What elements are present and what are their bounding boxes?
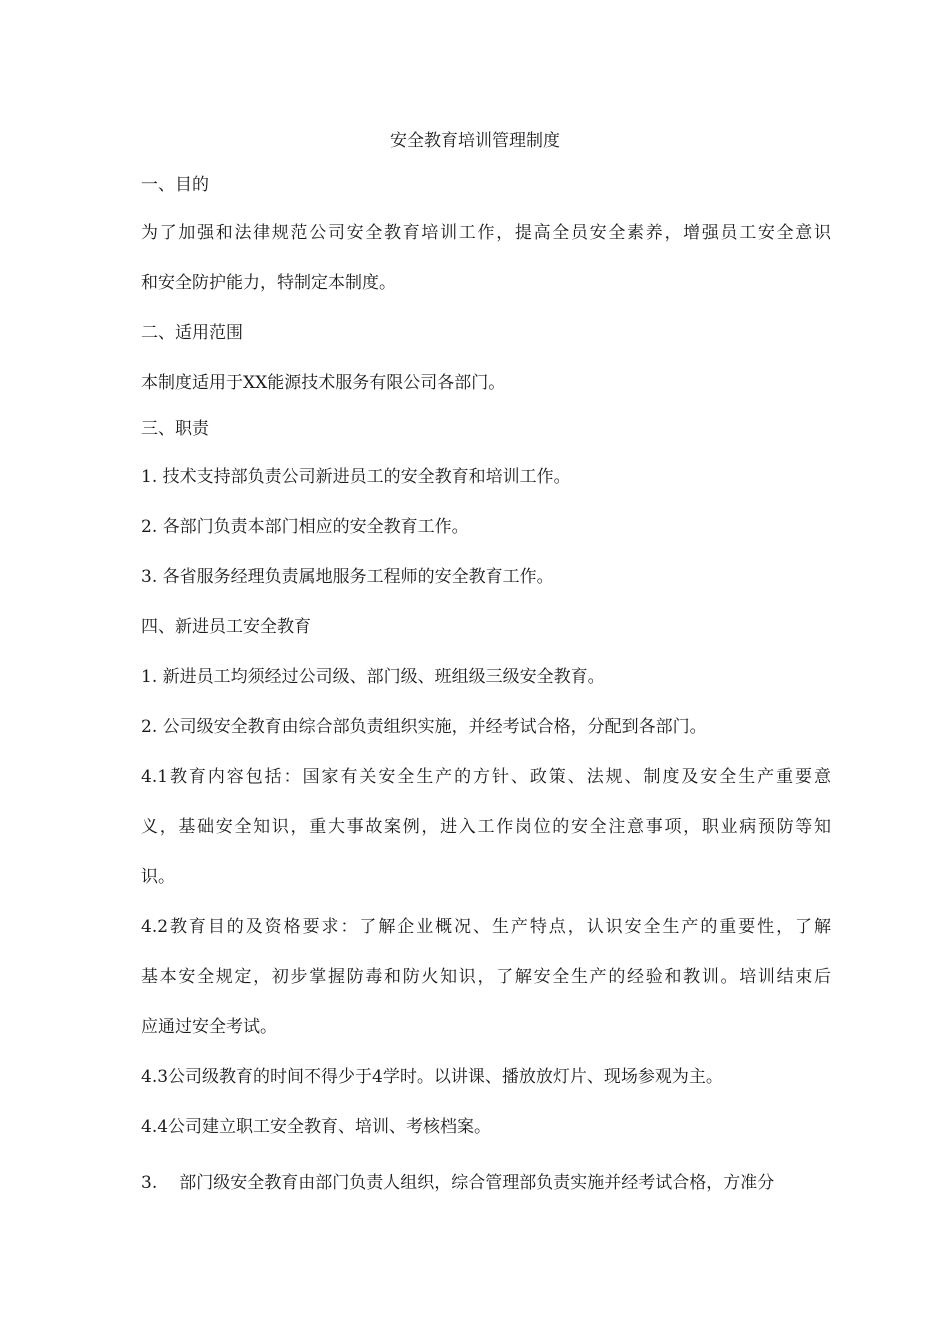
paragraph-line: 本制度适用于XX能源技术服务有限公司各部门。 <box>141 373 506 393</box>
list-item: 1. 技术支持部负责公司新进员工的安全教育和培训工作。 <box>141 467 571 487</box>
list-item-number: 3. <box>141 1173 158 1193</box>
section-heading-duties: 三、职责 <box>141 419 209 439</box>
section-heading-purpose: 一、目的 <box>141 175 209 195</box>
paragraph-line: 应通过安全考试。 <box>141 1017 277 1037</box>
paragraph-line: 为了加强和法律规范公司安全教育培训工作，提高全员安全素养，增强员工安全意识 <box>141 223 831 243</box>
list-item: 1. 新进员工均须经过公司级、部门级、班组级三级安全教育。 <box>141 667 605 687</box>
paragraph-line: 4.2教育目的及资格要求：了解企业概况、生产特点，认识安全生产的重要性，了解 <box>141 917 831 937</box>
paragraph-line: 和安全防护能力，特制定本制度。 <box>141 273 396 293</box>
list-item-text: 部门级安全教育由部门负责人组织，综合管理部负责实施并经考试合格，方准分 <box>179 1173 775 1193</box>
paragraph-line: 识。 <box>141 867 175 887</box>
paragraph-line: 义，基础安全知识，重大事故案例，进入工作岗位的安全注意事项，职业病预防等知 <box>141 817 831 837</box>
section-heading-scope: 二、适用范围 <box>141 323 243 343</box>
list-item: 3. 各省服务经理负责属地服务工程师的安全教育工作。 <box>141 567 554 587</box>
document-title: 安全教育培训管理制度 <box>390 131 560 151</box>
list-item: 2. 各部门负责本部门相应的安全教育工作。 <box>141 517 469 537</box>
section-heading-new-staff: 四、新进员工安全教育 <box>141 617 311 637</box>
paragraph-line: 基本安全规定，初步掌握防毒和防火知识，了解安全生产的经验和教训。培训结束后 <box>141 967 831 987</box>
list-item <box>141 1170 831 1196</box>
paragraph-line: 4.3公司级教育的时间不得少于4学时。以讲课、播放放灯片、现场参观为主。 <box>141 1067 723 1087</box>
paragraph-line: 4.4公司建立职工安全教育、培训、考核档案。 <box>141 1117 492 1137</box>
paragraph-line: 4.1教育内容包括：国家有关安全生产的方针、政策、法规、制度及安全生产重要意 <box>141 767 831 787</box>
list-item: 2. 公司级安全教育由综合部负责组织实施，并经考试合格，分配到各部门。 <box>141 717 707 737</box>
